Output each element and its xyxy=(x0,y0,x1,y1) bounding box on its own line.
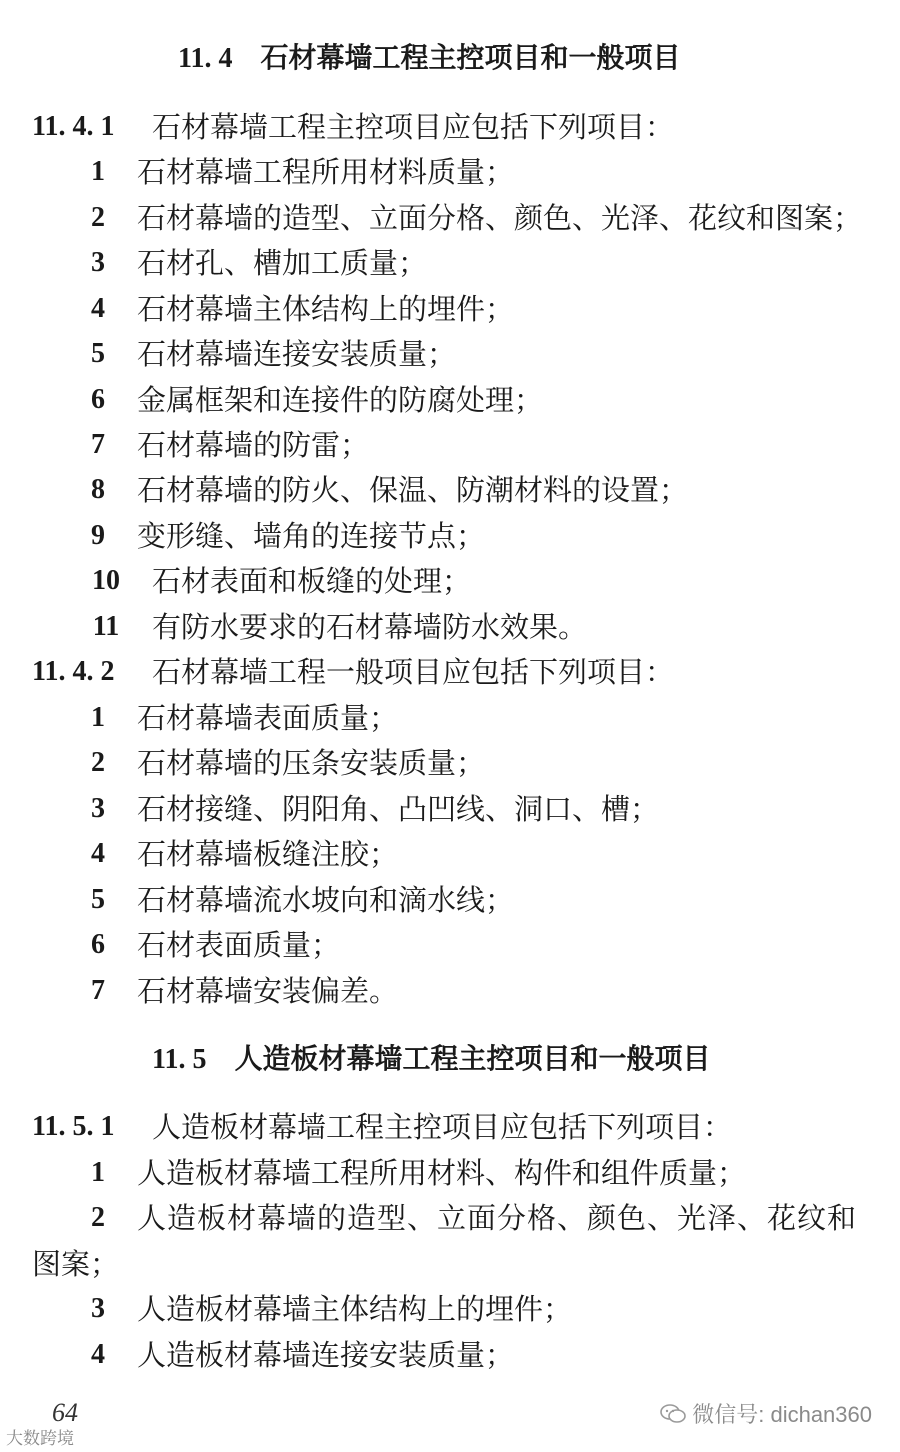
list-item: 人造板材幕墙主体结构上的埋件； xyxy=(137,1292,573,1326)
section-number: 11. 5 xyxy=(152,1044,207,1075)
list-item-number: 2 xyxy=(91,1202,105,1233)
list-item-number: 7 xyxy=(91,429,105,460)
list-item-number: 4 xyxy=(91,293,105,324)
list-item-number: 8 xyxy=(91,474,105,505)
list-item: 石材幕墙板缝注胶； xyxy=(137,837,399,871)
list-item: 石材幕墙工程所用材料质量； xyxy=(137,155,515,189)
section-title: 人造板材幕墙工程主控项目和一般项目 xyxy=(234,1042,711,1075)
list-item: 金属框架和连接件的防腐处理； xyxy=(137,383,544,417)
clause-number-11-4-2: 11. 4. 2 xyxy=(32,656,115,687)
list-item: 人造板材幕墙连接安装质量； xyxy=(137,1338,515,1372)
section-number: 11. 4 xyxy=(178,43,233,74)
clause-number-11-4-1: 11. 4. 1 xyxy=(32,111,115,142)
list-item: 石材幕墙的压条安装质量； xyxy=(137,746,486,780)
clause-text-11-4-2: 石材幕墙工程一般项目应包括下列项目： xyxy=(152,655,675,689)
list-item-number: 6 xyxy=(91,384,105,415)
list-item-continuation: 图案； xyxy=(32,1247,120,1281)
section-title: 石材幕墙工程主控项目和一般项目 xyxy=(260,41,681,74)
list-item-number: 6 xyxy=(91,929,105,960)
list-item-number: 1 xyxy=(91,702,105,733)
list-item-number: 3 xyxy=(91,1293,105,1324)
list-item-number: 4 xyxy=(91,838,105,869)
list-item: 石材表面质量； xyxy=(137,928,341,962)
list-item-number: 1 xyxy=(91,156,105,187)
list-item: 人造板材幕墙的造型、立面分格、颜色、光泽、花纹和 xyxy=(137,1201,858,1235)
list-item: 石材幕墙的防雷； xyxy=(137,428,370,462)
section-heading-11-5 xyxy=(152,1039,710,1080)
list-item-number: 4 xyxy=(91,1339,105,1370)
watermark-left xyxy=(6,1424,74,1449)
section-heading-11-4 xyxy=(178,38,680,79)
watermark-left-text: 大数跨境 xyxy=(6,1429,74,1448)
list-item: 石材表面和板缝的处理； xyxy=(152,564,472,598)
list-item: 石材幕墙的防火、保温、防潮材料的设置； xyxy=(137,473,689,507)
watermark-right xyxy=(660,1398,872,1429)
list-item-number: 3 xyxy=(91,247,105,278)
list-item: 石材幕墙表面质量； xyxy=(137,701,399,735)
clause-text-11-4-1: 石材幕墙工程主控项目应包括下列项目： xyxy=(152,110,675,144)
list-item: 石材幕墙连接安装质量； xyxy=(137,337,457,371)
list-item-number: 5 xyxy=(91,884,105,915)
clause-number-11-5-1: 11. 5. 1 xyxy=(32,1111,115,1142)
list-item: 石材幕墙的造型、立面分格、颜色、光泽、花纹和图案； xyxy=(137,201,863,235)
list-item-number: 2 xyxy=(91,202,105,233)
list-item-number: 5 xyxy=(91,338,105,369)
list-item: 石材幕墙安装偏差。 xyxy=(137,974,399,1008)
list-item: 变形缝、墙角的连接节点； xyxy=(137,519,486,553)
list-item: 石材孔、槽加工质量； xyxy=(137,246,428,280)
list-item-number: 10 xyxy=(92,565,120,596)
page-number: 64 xyxy=(52,1398,78,1427)
clause-text-11-5-1: 人造板材幕墙工程主控项目应包括下列项目： xyxy=(152,1110,733,1144)
list-item: 有防水要求的石材幕墙防水效果。 xyxy=(152,610,588,644)
list-item-number: 11 xyxy=(92,611,120,642)
list-item-number: 1 xyxy=(91,1157,105,1188)
list-item-number: 3 xyxy=(91,793,105,824)
list-item: 石材幕墙主体结构上的埋件； xyxy=(137,292,515,326)
list-item: 石材幕墙流水坡向和滴水线； xyxy=(137,883,515,917)
wechat-icon xyxy=(660,1404,686,1424)
watermark-right-text: 微信号: dichan360 xyxy=(692,1402,872,1427)
list-item-number: 7 xyxy=(91,975,105,1006)
list-item: 人造板材幕墙工程所用材料、构件和组件质量； xyxy=(137,1156,747,1190)
list-item-number: 2 xyxy=(91,747,105,778)
list-item-number: 9 xyxy=(91,520,105,551)
list-item: 石材接缝、阴阳角、凸凹线、洞口、槽； xyxy=(137,792,660,826)
